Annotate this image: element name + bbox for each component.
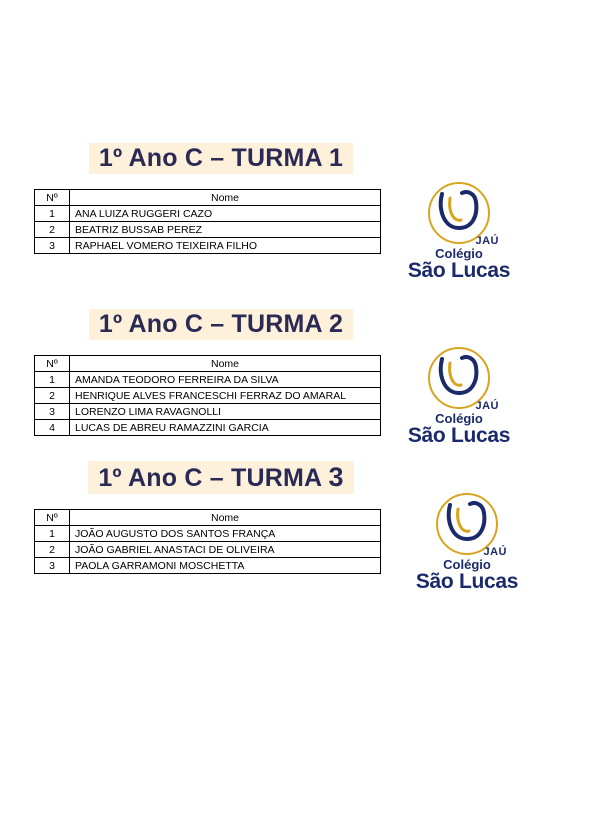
row-name: RAPHAEL VOMERO TEIXEIRA FILHO (70, 238, 381, 254)
logo-colegio-text: Colégio (435, 246, 483, 261)
school-logo (400, 182, 518, 282)
table-header-row (35, 356, 381, 372)
row-num: 2 (35, 222, 70, 238)
row-name: BEATRIZ BUSSAB PEREZ (70, 222, 381, 238)
section-2-title-text: 1º Ano C – TURMA 2 (89, 309, 353, 340)
logo-colegio-text: Colégio (435, 411, 483, 426)
table-row (35, 526, 381, 542)
table-header-row (35, 510, 381, 526)
logo-saolucas-text: São Lucas (407, 424, 511, 447)
section-3-table (34, 509, 381, 574)
table-row (35, 222, 381, 238)
row-name: LUCAS DE ABREU RAMAZZINI GARCIA (70, 420, 381, 436)
logo-mark (413, 347, 505, 411)
header-name: Nome (70, 190, 381, 206)
row-name: PAOLA GARRAMONI MOSCHETTA (70, 558, 381, 574)
section-3-title (34, 461, 408, 494)
row-name: JOÃO AUGUSTO DOS SANTOS FRANÇA (70, 526, 381, 542)
row-name: LORENZO LIMA RAVAGNOLLI (70, 404, 381, 420)
table-row (35, 238, 381, 254)
table-row (35, 372, 381, 388)
row-num: 3 (35, 404, 70, 420)
logo-jau-text: JAÚ (483, 546, 507, 558)
row-num: 1 (35, 206, 70, 222)
table-row (35, 388, 381, 404)
logo-mark (413, 182, 505, 246)
row-name: AMANDA TEODORO FERREIRA DA SILVA (70, 372, 381, 388)
logo-mark (421, 493, 513, 557)
section-1-table (34, 189, 381, 254)
table-header-row (35, 190, 381, 206)
header-num: Nº (35, 190, 70, 206)
header-name: Nome (70, 356, 381, 372)
school-logo (400, 347, 518, 447)
logo-saolucas-text: São Lucas (407, 259, 511, 282)
row-num: 4 (35, 420, 70, 436)
school-logo (408, 493, 526, 593)
table-row (35, 404, 381, 420)
row-num: 2 (35, 542, 70, 558)
logo-swoosh-icon (428, 349, 490, 405)
header-name: Nome (70, 510, 381, 526)
logo-swoosh-icon (428, 184, 490, 240)
row-name: HENRIQUE ALVES FRANCESCHI FERRAZ DO AMARAL (70, 388, 381, 404)
table-row (35, 420, 381, 436)
section-1-title-text: 1º Ano C – TURMA 1 (89, 143, 353, 174)
row-name: ANA LUIZA RUGGERI CAZO (70, 206, 381, 222)
header-num: Nº (35, 510, 70, 526)
section-3-title-text: 1º Ano C – TURMA 3 (88, 461, 353, 494)
row-num: 2 (35, 388, 70, 404)
row-num: 1 (35, 372, 70, 388)
logo-jau-text: JAÚ (475, 400, 499, 412)
logo-colegio-text: Colégio (443, 557, 491, 572)
table-row (35, 542, 381, 558)
row-num: 1 (35, 526, 70, 542)
table-row (35, 206, 381, 222)
logo-swoosh-icon (436, 495, 498, 551)
row-name: JOÃO GABRIEL ANASTACI DE OLIVEIRA (70, 542, 381, 558)
section-1-title (34, 143, 408, 174)
row-num: 3 (35, 558, 70, 574)
section-2-title (34, 309, 408, 340)
header-num: Nº (35, 356, 70, 372)
section-2-table (34, 355, 381, 436)
logo-jau-text: JAÚ (475, 235, 499, 247)
logo-saolucas-text: São Lucas (415, 570, 519, 593)
table-row (35, 558, 381, 574)
row-num: 3 (35, 238, 70, 254)
